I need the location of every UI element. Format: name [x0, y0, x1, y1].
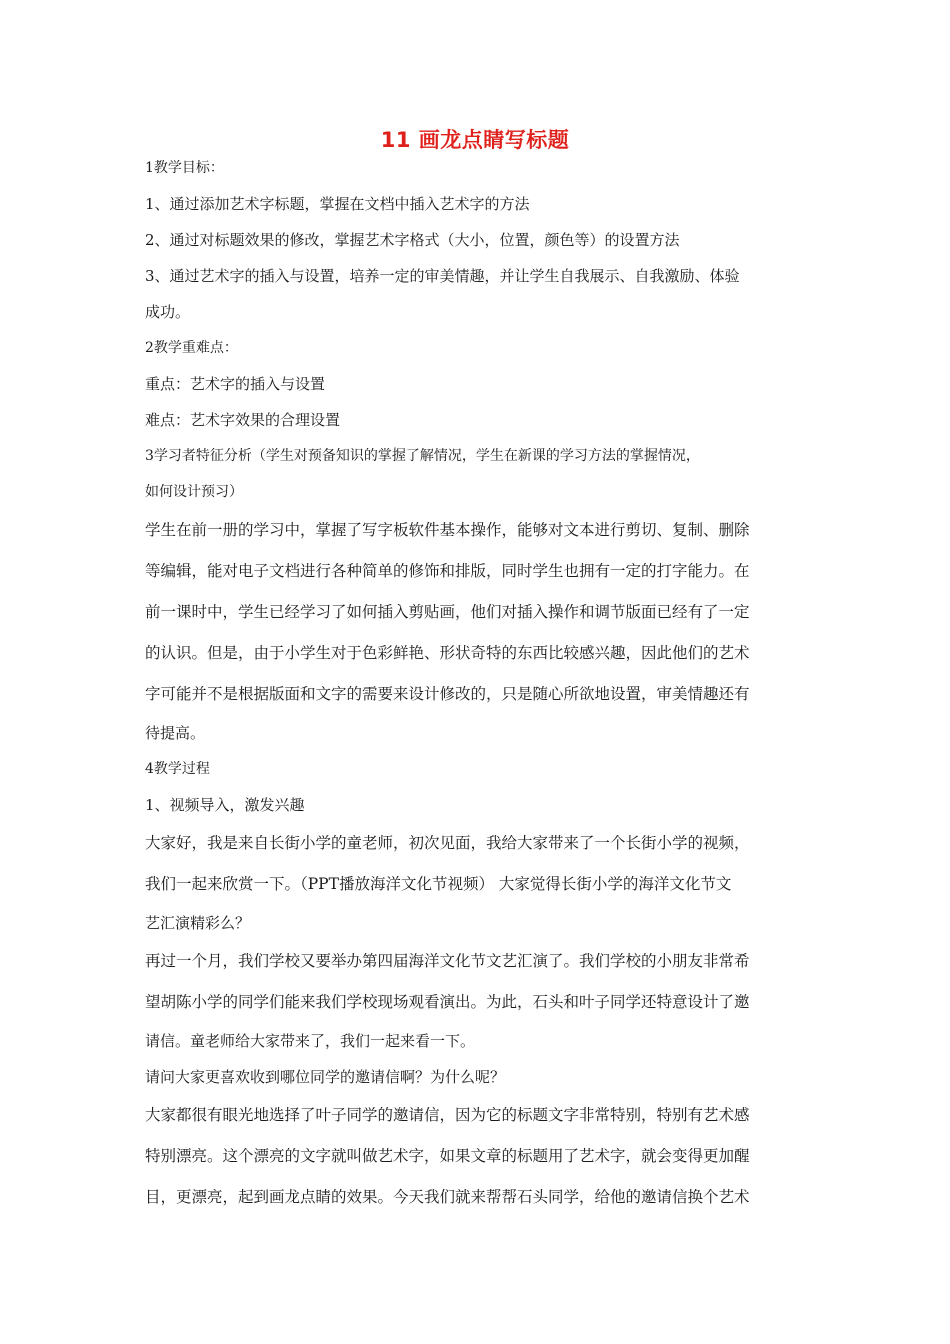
process-step-heading: 1、视频导入，激发兴趣	[145, 796, 305, 814]
process-question: 请问大家更喜欢收到哪位同学的邀请信啊？为什么呢？	[145, 1068, 506, 1086]
section-heading-process: 4教学过程	[145, 761, 210, 777]
analysis-paragraph-line: 字可能并不是根据版面和文字的需要来设计修改的，只是随心所欲地设置，审美情趣还有	[145, 685, 750, 703]
process-paragraph-line: 特别漂亮。这个漂亮的文字就叫做艺术字，如果文章的标题用了艺术字，就会变得更加醒	[145, 1147, 750, 1165]
process-paragraph-line: 大家都很有眼光地选择了叶子同学的邀请信，因为它的标题文字非常特别，特别有艺术感	[145, 1106, 750, 1124]
key-point-item: 重点：艺术字的插入与设置	[145, 375, 326, 393]
analysis-paragraph-line: 等编辑，能对电子文档进行各种简单的修饰和排版，同时学生也拥有一定的打字能力。在	[145, 562, 750, 580]
process-paragraph-line: 再过一个月，我们学校又要举办第四届海洋文化节文艺汇演了。我们学校的小朋友非常希	[145, 952, 750, 970]
analysis-paragraph-line: 学生在前一册的学习中，掌握了写字板软件基本操作，能够对文本进行剪切、复制、删除	[145, 521, 750, 539]
key-point-item: 难点：艺术字效果的合理设置	[145, 411, 341, 429]
section-heading-learner-analysis-continuation: 如何设计预习）	[145, 484, 243, 500]
section-heading-key-points: 2教学重难点：	[145, 340, 238, 356]
analysis-paragraph-line: 的认识。但是，由于小学生对于色彩鲜艳、形状奇特的东西比较感兴趣，因此他们的艺术	[145, 644, 750, 662]
process-paragraph-line: 大家好，我是来自长街小学的童老师，初次见面，我给大家带来了一个长街小学的视频，	[145, 834, 750, 852]
process-paragraph-line: 请信。童老师给大家带来了，我们一起来看一下。	[145, 1032, 476, 1050]
process-paragraph-line: 望胡陈小学的同学们能来我们学校现场观看演出。为此，石头和叶子同学还特意设计了邀	[145, 993, 750, 1011]
document-title: 11 画龙点睛写标题	[380, 128, 570, 152]
process-paragraph-line: 目，更漂亮，起到画龙点睛的效果。今天我们就来帮帮石头同学，给他的邀请信换个艺术	[145, 1188, 750, 1206]
process-paragraph-line: 艺汇演精彩么？	[145, 914, 251, 932]
section-heading-learner-analysis: 3学习者特征分析（学生对预备知识的掌握了解情况，学生在新课的学习方法的掌握情况，	[145, 448, 700, 464]
analysis-paragraph-line: 前一课时中，学生已经学习了如何插入剪贴画，他们对插入操作和调节版面已经有了一定	[145, 603, 750, 621]
document-body	[145, 150, 817, 1218]
objective-item-continuation: 成功。	[145, 303, 191, 321]
objective-item: 1、通过添加艺术字标题，掌握在文档中插入艺术字的方法	[145, 195, 530, 213]
objective-item: 3、通过艺术字的插入与设置，培养一定的审美情趣，并让学生自我展示、自我激励、体验	[145, 267, 740, 285]
objective-item: 2、通过对标题效果的修改，掌握艺术字格式（大小，位置，颜色等）的设置方法	[145, 231, 680, 249]
section-heading-objectives: 1教学目标：	[145, 160, 224, 176]
analysis-paragraph-line: 待提高。	[145, 724, 206, 742]
process-paragraph-line: 我们一起来欣赏一下。（PPT播放海洋文化节视频） 大家觉得长街小学的海洋文化节文	[145, 875, 732, 893]
